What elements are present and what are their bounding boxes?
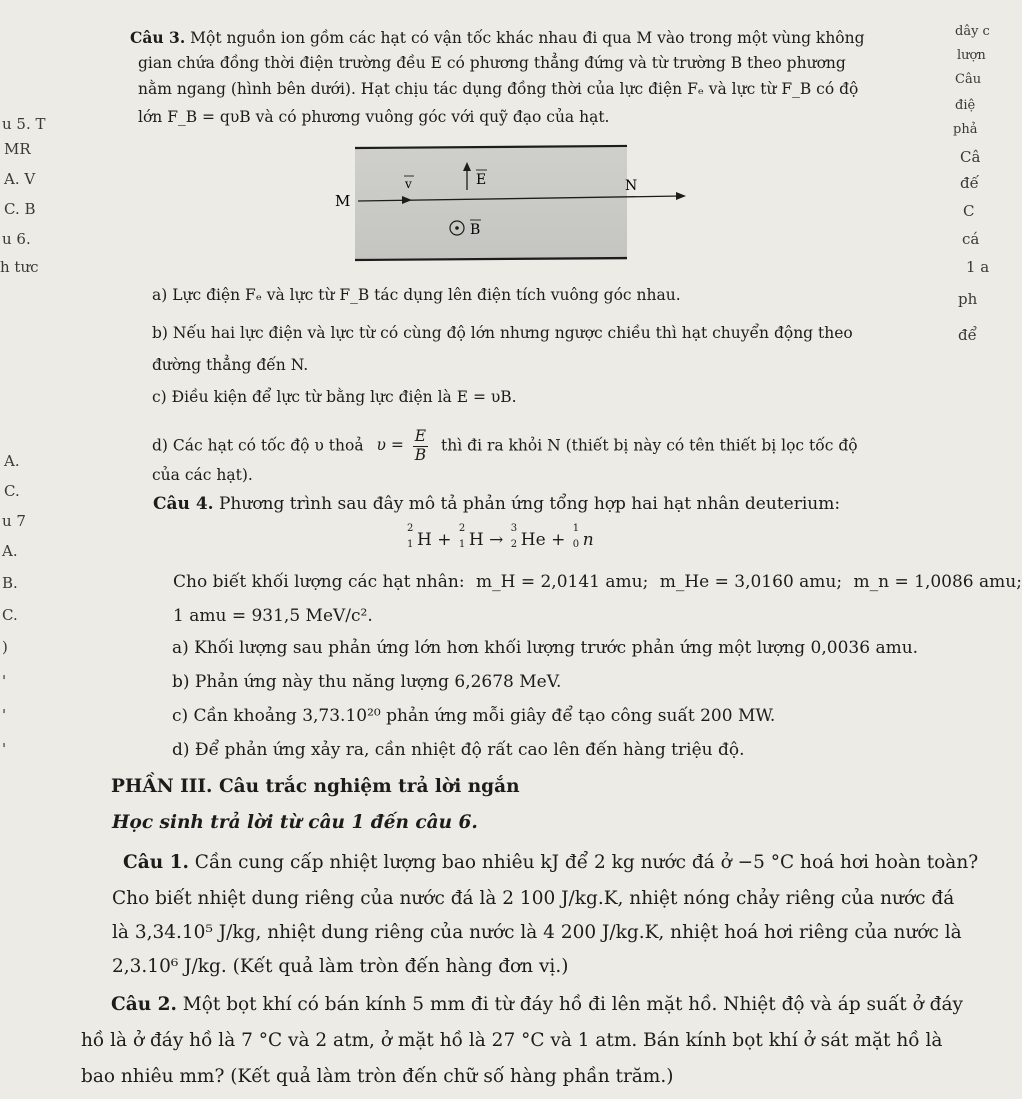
p3-q1-line-1 xyxy=(123,852,978,873)
q3-option-d-line2: của các hạt). xyxy=(152,466,253,484)
label-B: B xyxy=(470,222,481,238)
top-plate xyxy=(355,146,627,148)
p3-q2-line-2: hồ là ở đáy hồ là 7 °C và 2 atm, ở mặt hồ là 27 °C và 1 atm. Bán kính bọt khí ở sát mặt hồ là xyxy=(81,1030,943,1051)
left-edge-text: B. xyxy=(2,574,18,592)
q3-option-b-line2: đường thẳng đến N. xyxy=(152,356,309,374)
b-field-dot xyxy=(455,226,459,230)
fraction-numerator: E xyxy=(414,427,427,445)
field-region xyxy=(355,148,627,260)
p3-q1-text: Cần cung cấp nhiệt lượng bao nhiêu kJ để 2 kg nước đá ở −5 °C hoá hơi hoàn toàn? xyxy=(188,852,979,873)
left-edge-text: ) xyxy=(2,638,8,656)
left-edge-text: C. B xyxy=(4,200,36,218)
q3-d-lhs: υ = xyxy=(376,436,404,455)
right-edge-text: ph xyxy=(958,290,978,308)
p3-q1-label: Câu 1. xyxy=(123,852,189,873)
right-edge-text: dây c xyxy=(955,24,990,39)
mass-h: m_H = 2,0141 amu; xyxy=(475,572,649,592)
q3-line-1 xyxy=(130,28,865,47)
q4-option-b: b) Phản ứng này thu năng lượng 6,2678 MeV. xyxy=(172,672,562,692)
left-edge-text: u 7 xyxy=(2,512,26,530)
nuclide-h2-a: 2 1 H xyxy=(407,523,432,550)
right-edge-text: 1 a xyxy=(966,258,990,276)
right-edge-text: phả xyxy=(953,122,978,137)
p3-q1-line-3: là 3,34.10⁵ J/kg, nhiệt dung riêng của nước là 4 200 J/kg.K, nhiệt hoá hơi riêng của nước là xyxy=(112,922,962,943)
field-diagram xyxy=(330,140,638,265)
left-edge-text: ' xyxy=(2,706,7,724)
right-edge-text: cá xyxy=(962,230,980,248)
q4-line-1 xyxy=(153,494,840,514)
p3-q2-text: Một bọt khí có bán kính 5 mm đi từ đáy hồ đi lên mặt hồ. Nhiệt độ và áp suất ở đáy xyxy=(176,994,963,1015)
neutron: 1 0 n xyxy=(572,523,594,550)
fusion-equation: 2 1 H + 2 1 H → 3 2 He + 1 0 n xyxy=(407,523,594,550)
q4-intro: Phương trình sau đây mô tả phản ứng tổng hợp hai hạt nhân deuterium: xyxy=(218,494,841,514)
q3-d-post: thì đi ra khỏi N (thiết bị này có tên thiết bị lọc tốc độ xyxy=(441,436,858,455)
q3-option-b-line1: b) Nếu hai lực điện và lực từ có cùng độ lớn nhưng ngược chiều thì hạt chuyển động theo xyxy=(152,324,853,342)
label-N: N xyxy=(625,178,638,194)
q3-line-4: lớn F_B = qυB và có phương vuông góc với quỹ đạo của hạt. xyxy=(138,108,610,126)
q3-option-d-line1 xyxy=(152,428,858,465)
q4-option-a: a) Khối lượng sau phản ứng lớn hơn khối lượng trước phản ứng một lượng 0,0036 amu. xyxy=(172,638,919,658)
label-E: E xyxy=(476,172,487,188)
q3-option-c: c) Điều kiện để lực từ bằng lực điện là E = υB. xyxy=(152,388,517,406)
p3-q1-line-4: 2,3.10⁶ J/kg. (Kết quả làm tròn đến hàng đơn vị.) xyxy=(112,956,569,977)
q4-label: Câu 4. xyxy=(153,494,214,514)
nuclide-h2-b: 2 1 H xyxy=(458,523,484,550)
label-M: M xyxy=(335,192,351,210)
right-edge-text: đế xyxy=(960,174,979,192)
right-edge-text: C xyxy=(963,202,975,220)
part3-subtitle: Học sinh trả lời từ câu 1 đến câu 6. xyxy=(112,812,478,833)
p3-q2-line-3: bao nhiêu mm? (Kết quả làm tròn đến chữ số hàng phần trăm.) xyxy=(81,1066,674,1087)
left-edge-text: C. xyxy=(4,482,20,500)
q3-d-pre: d) Các hạt có tốc độ υ thoả xyxy=(152,436,364,455)
fraction-denominator: B xyxy=(414,445,427,464)
left-edge-text: A. V xyxy=(4,170,36,188)
q3-option-a: a) Lực điện Fₑ và lực từ F_B tác dụng lên điện tích vuông góc nhau. xyxy=(152,286,681,304)
q3-text: Một nguồn ion gồm các hạt có vận tốc khác nhau đi qua M vào trong một vùng không xyxy=(185,29,865,47)
mass-he: m_He = 3,0160 amu; xyxy=(659,572,843,592)
left-edge-text: MR xyxy=(4,140,31,158)
fraction-e-over-b xyxy=(413,428,428,465)
q4-option-d: d) Để phản ứng xảy ra, cần nhiệt độ rất cao lên đến hàng triệu độ. xyxy=(172,740,745,760)
label-v: v xyxy=(405,177,412,191)
left-edge-text: h tưc xyxy=(0,258,39,276)
q3-line-2: gian chứa đồng thời điện trường đều E có phương thẳng đứng và từ trường B theo phương xyxy=(138,54,846,72)
right-edge-text: Câ xyxy=(960,148,981,166)
p3-q2-line-1 xyxy=(111,994,963,1015)
right-edge-text: Câu xyxy=(955,72,982,87)
amu-conversion: 1 amu = 931,5 MeV/c². xyxy=(173,606,373,626)
q3-label: Câu 3. xyxy=(130,28,186,47)
left-edge-text: ' xyxy=(2,740,7,758)
q4-given-masses xyxy=(173,572,1022,592)
right-edge-text: để xyxy=(958,326,977,344)
left-edge-text: u 6. xyxy=(2,230,31,248)
left-edge-text: A. xyxy=(4,452,20,470)
left-edge-text: C. xyxy=(2,606,18,624)
left-edge-text: ' xyxy=(2,672,7,690)
q4-given-label: Cho biết khối lượng các hạt nhân: xyxy=(173,572,465,592)
left-edge-text: u 5. T xyxy=(2,115,46,133)
q3-line-3: nằm ngang (hình bên dưới). Hạt chịu tác dụng đồng thời của lực điện Fₑ và lực từ F_B có độ xyxy=(138,80,859,98)
p3-q1-line-2: Cho biết nhiệt dung riêng của nước đá là 2 100 J/kg.K, nhiệt nóng chảy riêng của nước đá xyxy=(112,888,955,909)
part3-title: PHẦN III. Câu trắc nghiệm trả lời ngắn xyxy=(111,776,520,797)
trajectory-arrowhead xyxy=(676,192,686,200)
mass-n: m_n = 1,0086 amu; xyxy=(853,572,1022,592)
left-edge-text: A. xyxy=(2,542,18,560)
right-edge-text: lượn xyxy=(957,48,986,63)
right-edge-text: điệ xyxy=(955,98,976,113)
q4-option-c: c) Cần khoảng 3,73.10²⁰ phản ứng mỗi giây để tạo công suất 200 MW. xyxy=(172,706,776,726)
nuclide-he3: 3 2 He xyxy=(510,523,546,550)
p3-q2-label: Câu 2. xyxy=(111,994,177,1015)
